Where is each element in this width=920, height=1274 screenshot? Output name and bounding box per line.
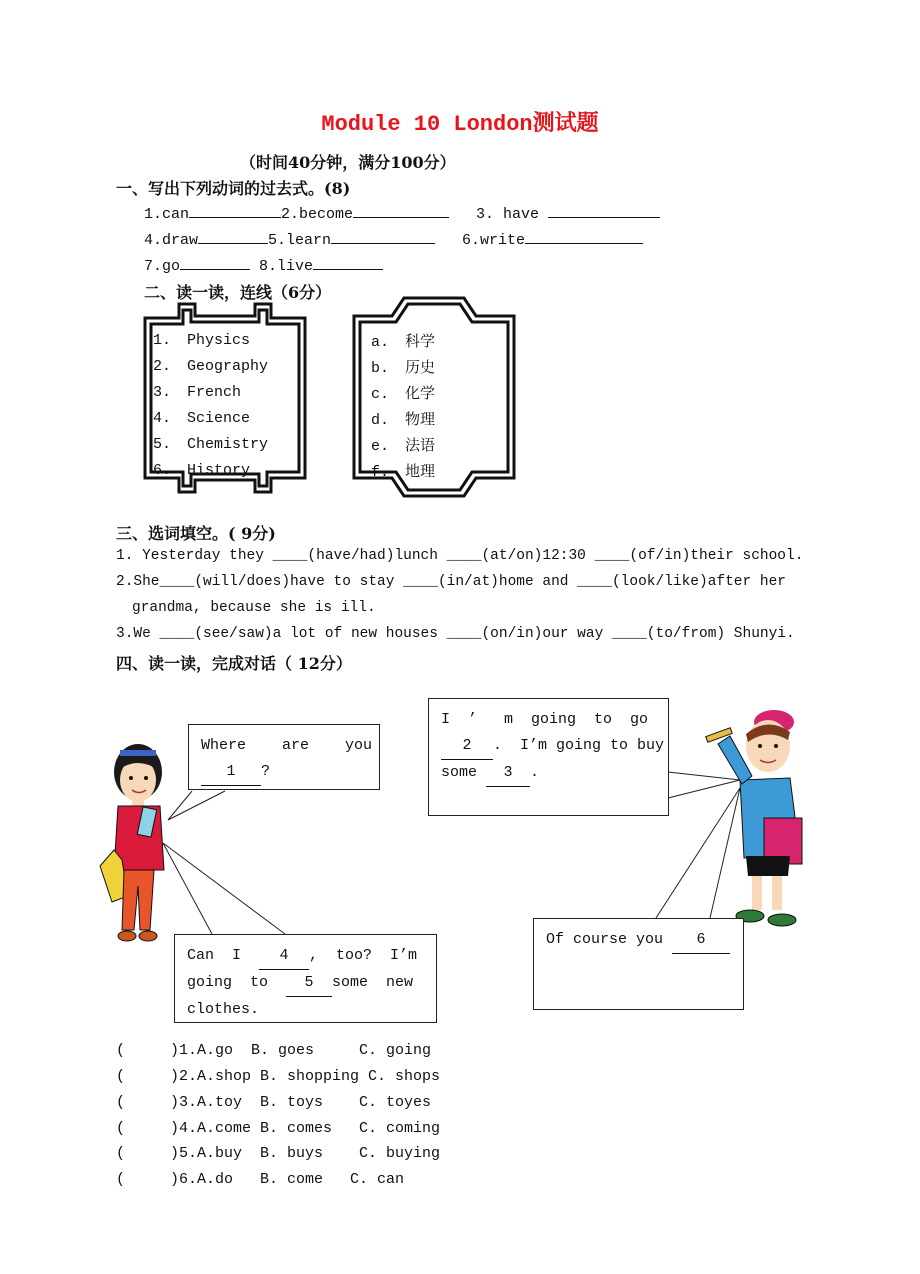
answer-blank-2[interactable]: 2 [441, 733, 493, 760]
bubble-line: some 3 . [441, 760, 656, 787]
q1-label: 1.can [144, 206, 190, 223]
choice-row-5[interactable]: ( )5.A.buy B. buys C. buying [116, 1145, 441, 1162]
q2-label: 2.become [281, 206, 354, 223]
section2-heading: 二、读一读，连线（6分） [144, 283, 332, 302]
fill-question-2: 2.She____(will/does)have to stay ____(in/at)home and ____(look/like)after her [116, 574, 787, 590]
answer-blank[interactable] [525, 229, 643, 244]
answer-blank[interactable] [198, 229, 268, 244]
section4-heading: 四、读一读，完成对话（ 12分） [116, 654, 352, 673]
speech-bubble-1 [188, 724, 380, 790]
time-score-note: （时间40分钟，满分100分） [240, 153, 456, 172]
list-item: b. 历史 [371, 358, 436, 377]
speech-bubble-3 [174, 934, 437, 1023]
answer-blank-5[interactable]: 5 [286, 970, 332, 997]
choice-row-1[interactable]: ( )1.A.go B. goes C. going [116, 1042, 432, 1059]
q3-label: 3. have [476, 206, 540, 223]
q6-label: 6.write [462, 232, 526, 249]
bubble-line: 1 ? [201, 759, 367, 786]
bubble-line: I ’ m going to go [441, 711, 649, 728]
bubble-line: clothes. [187, 1001, 260, 1018]
answer-blank[interactable] [189, 203, 281, 218]
bubble-line: 2 . I’m going to buy [441, 733, 656, 760]
answer-blank-6[interactable]: 6 [672, 927, 730, 954]
q7-label: 7.go [144, 258, 181, 275]
list-item: a. 科学 [371, 332, 436, 351]
list-item: 4. Science [153, 410, 251, 427]
fill-question-2-cont: grandma, because she is ill. [132, 600, 376, 616]
list-item: 3. French [153, 384, 242, 401]
list-item: f. 地理 [371, 462, 436, 481]
bubble-pointer [163, 843, 285, 934]
bubble-line: Where are you [201, 737, 373, 754]
answer-blank[interactable] [313, 255, 383, 270]
girl-illustration [100, 744, 164, 941]
fill-question-1: 1. Yesterday they ____(have/had)lunch ____(at/on)12:30 ____(of/in)their school. [116, 548, 804, 564]
speech-bubble-2 [428, 698, 669, 816]
subject-list-english [153, 328, 268, 484]
section3-heading: 三、选词填空。( 9分) [116, 524, 276, 543]
page-title: Module 10 London测试题 [321, 112, 599, 137]
section1-row1 [144, 203, 660, 223]
bubble-pointer [668, 772, 740, 798]
choice-row-6[interactable]: ( )6.A.do B. come C. can [116, 1171, 405, 1188]
bubble-line: Of course you 6 [546, 927, 731, 954]
fill-question-3: 3.We ____(see/saw)a lot of new houses ____(on/in)our way ____(to/from) Shunyi. [116, 626, 795, 642]
q8-label: 8.live [259, 258, 314, 275]
section1-row2 [144, 229, 643, 249]
subject-list-chinese [371, 328, 435, 484]
q5-label: 5.learn [268, 232, 332, 249]
speech-bubble-4 [533, 918, 744, 1010]
list-item: 1. Physics [153, 332, 251, 349]
list-item: c. 化学 [371, 384, 436, 403]
bubble-pointer [168, 791, 225, 820]
q4-label: 4.draw [144, 232, 199, 249]
choice-row-3[interactable]: ( )3.A.toy B. toys C. toyes [116, 1094, 432, 1111]
list-item: 6. History [153, 462, 251, 479]
bubble-line: Can I 4 , too? I’m [187, 943, 424, 970]
answer-blank[interactable] [331, 229, 435, 244]
answer-blank[interactable] [548, 203, 660, 218]
bubble-line: going to 5 some new [187, 970, 424, 997]
choice-row-2[interactable]: ( )2.A.shop B. shopping C. shops [116, 1068, 441, 1085]
choice-row-4[interactable]: ( )4.A.come B. comes C. coming [116, 1120, 441, 1137]
answer-blank[interactable] [353, 203, 449, 218]
list-item: 2. Geography [153, 358, 269, 375]
answer-blank-4[interactable]: 4 [259, 943, 309, 970]
list-item: d. 物理 [371, 410, 436, 429]
answer-blank-3[interactable]: 3 [486, 760, 530, 787]
list-item: e. 法语 [371, 436, 436, 455]
section1-heading: 一、写出下列动词的过去式。(8) [116, 179, 351, 198]
section1-row3 [144, 255, 383, 275]
answer-blank-1[interactable]: 1 [201, 759, 261, 786]
answer-blank[interactable] [180, 255, 250, 270]
list-item: 5. Chemistry [153, 436, 269, 453]
